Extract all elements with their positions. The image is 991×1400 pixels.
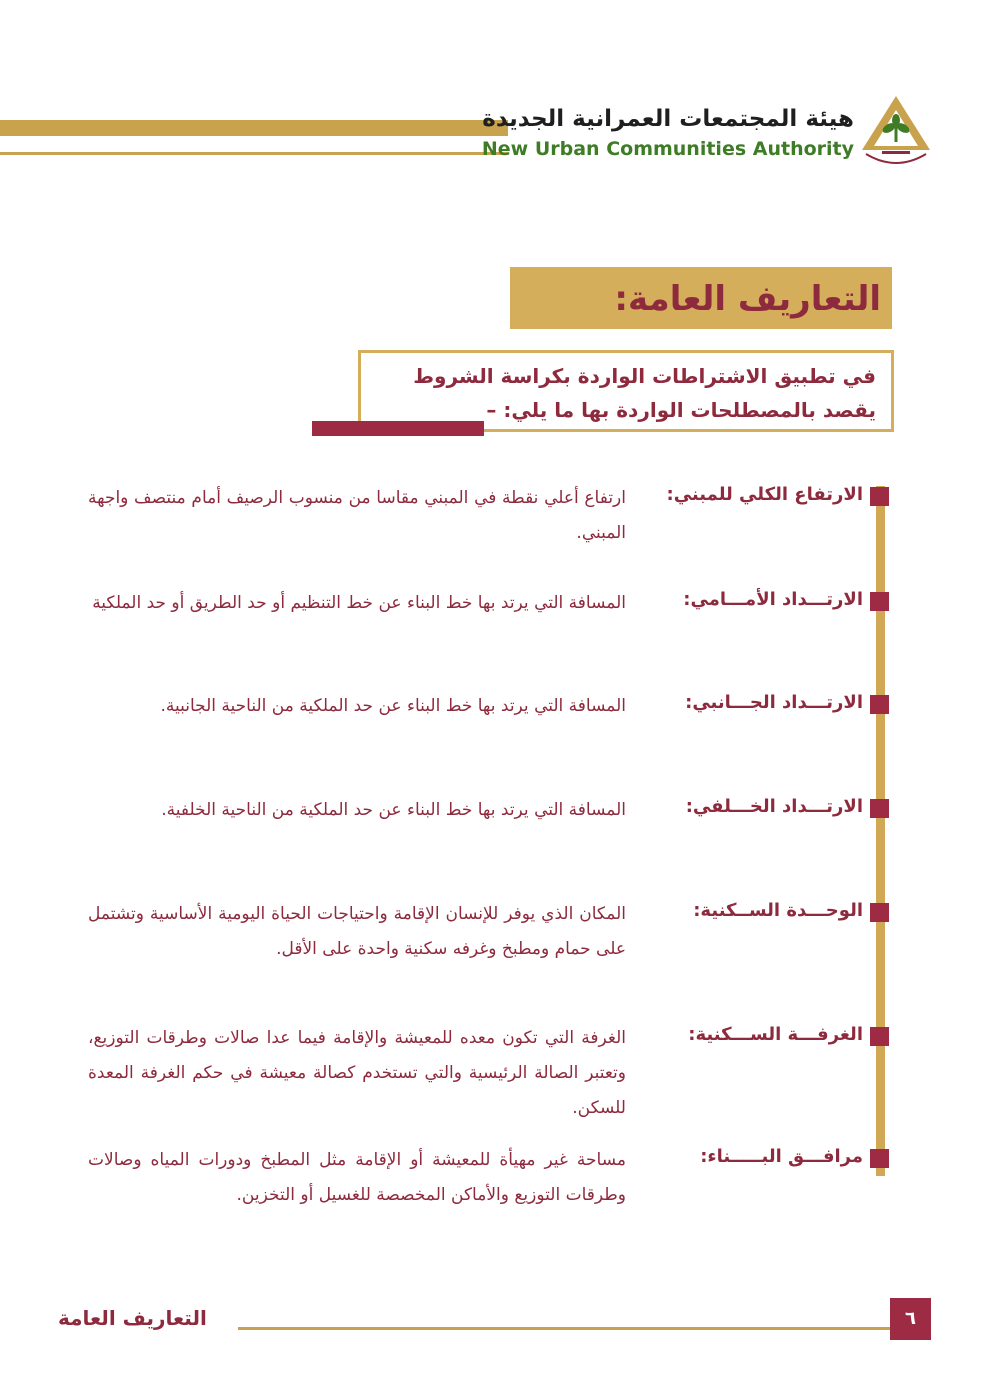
bullet-square-icon — [870, 592, 889, 611]
page-number: ٦ — [890, 1298, 931, 1340]
definition-text: مساحة غير مهيأة للمعيشة أو الإقامة مثل المطبخ ودورات المياه وصالات وطرقات التوزيع والأماكن المخصصة للغسيل أو التخزين. — [88, 1150, 626, 1205]
intro-line-2: يقصد بالمصطلحات الواردة بها ما يلي: – — [486, 398, 876, 422]
bullet-square-icon — [870, 903, 889, 922]
definition-term: الارتفاع الكلي للمبني: — [666, 484, 863, 505]
definition-text: المكان الذي يوفر للإنسان الإقامة واحتياجات الحياة اليومية الأساسية وتشتمل على حمام ومطبخ وغرفه سكنية واحدة على الأقل. — [88, 904, 626, 959]
bullet-square-icon — [870, 487, 889, 506]
intro-line-1: في تطبيق الاشتراطات الواردة بكراسة الشروط — [413, 364, 876, 388]
org-name-english: New Urban Communities Authority — [481, 138, 854, 160]
definition-term: الارتـــداد الأمـــامي: — [683, 589, 863, 610]
definition-term: الارتـــداد الخـــلفي: — [685, 796, 863, 817]
definition-text: الغرفة التي تكون معده للمعيشة والإقامة فيما عدا صالات وطرقات التوزيع، وتعتبر الصالة الرئيسية والتي تستخدم كصالة معيشة في حكم الغرفة المعدة للسكن. — [88, 1028, 626, 1118]
bullet-square-icon — [870, 1149, 889, 1168]
bullet-square-icon — [870, 799, 889, 818]
header-gold-line — [0, 152, 508, 155]
page-title: التعاريف العامة: — [614, 279, 881, 319]
definition-term: الغرفـــة الســـكنية: — [688, 1024, 863, 1045]
timeline-line — [876, 486, 885, 1176]
footer-line — [238, 1327, 890, 1330]
definition-term: الوحـــدة الســكنية: — [693, 900, 863, 921]
bullet-square-icon — [870, 695, 889, 714]
definition-text: ارتفاع أعلي نقطة في المبني مقاسا من منسوب الرصيف أمام منتصف واجهة المبني. — [88, 488, 626, 543]
definition-text: المسافة التي يرتد بها خط البناء عن خط التنظيم أو حد الطريق أو حد الملكية — [92, 593, 626, 613]
bullet-square-icon — [870, 1027, 889, 1046]
nuca-logo-icon — [856, 92, 936, 170]
definition-term: الارتـــداد الجـــانبي: — [685, 692, 863, 713]
header-gold-bar — [0, 120, 508, 136]
intro-accent-bar — [312, 421, 484, 436]
definition-text: المسافة التي يرتد بها خط البناء عن حد الملكية من الناحية الجانبية. — [160, 696, 626, 716]
org-name-arabic: هيئة المجتمعات العمرانية الجديدة — [482, 106, 854, 132]
footer-section-title: التعاريف العامة — [58, 1306, 207, 1330]
definition-term: مرافـــق البـــــناء: — [700, 1146, 863, 1167]
definition-text: المسافة التي يرتد بها خط البناء عن حد الملكية من الناحية الخلفية. — [161, 800, 626, 820]
